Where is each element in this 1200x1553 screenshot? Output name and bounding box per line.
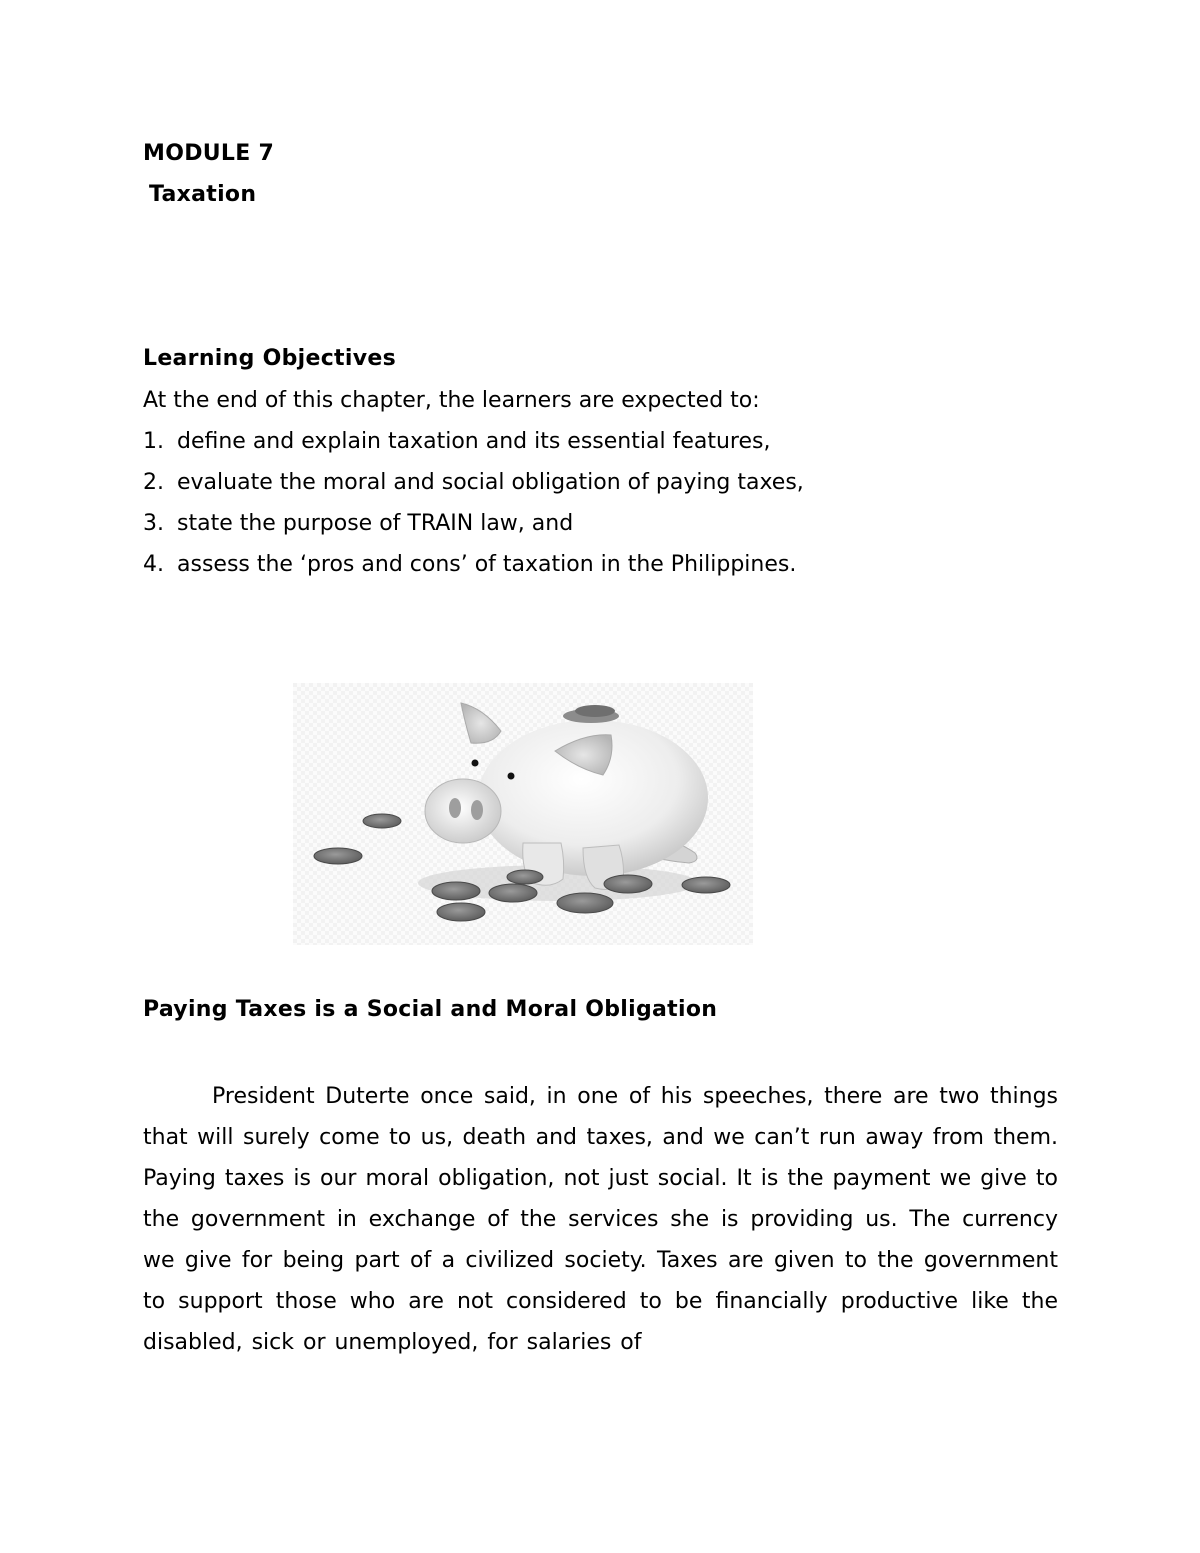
piggy-bank-illustration: [293, 683, 753, 945]
body-paragraph: President Duterte once said, in one of his speeches, there are two things that will surely come to us, death and taxes, and we can’t run away from them. Paying taxes is our moral obligation, not just social. It is the payment we give to the government in exchange of the services she is providing us. The currency we give for being part of a civilized society. Taxes are given to the government to support those who are not considered to be financially productive like the disabled, sick or unemployed, for salaries of: [143, 1084, 1058, 1355]
module-subtitle: Taxation: [149, 182, 257, 207]
list-item-text: evaluate the moral and social obligation of paying taxes,: [177, 470, 804, 495]
list-item: [143, 552, 804, 593]
list-item-number: 2.: [143, 470, 164, 495]
list-item-number: 1.: [143, 429, 164, 454]
list-item: [143, 470, 804, 511]
list-item-number: 3.: [143, 511, 164, 536]
piggy-bank-icon: [293, 683, 753, 945]
module-title: MODULE 7: [143, 141, 275, 166]
learning-objectives-heading: Learning Objectives: [143, 346, 396, 371]
list-item-text: define and explain taxation and its essential features,: [177, 429, 771, 454]
learning-objectives-list: [143, 429, 804, 593]
learning-objectives-intro: At the end of this chapter, the learners are expected to:: [143, 388, 760, 413]
list-item-number: 4.: [143, 552, 164, 577]
list-item-text: assess the ‘pros and cons’ of taxation in the Philippines.: [177, 552, 797, 577]
list-item: [143, 429, 804, 470]
list-item: [143, 511, 804, 552]
list-item-text: state the purpose of TRAIN law, and: [177, 511, 574, 536]
section-heading: Paying Taxes is a Social and Moral Obligation: [143, 997, 718, 1022]
